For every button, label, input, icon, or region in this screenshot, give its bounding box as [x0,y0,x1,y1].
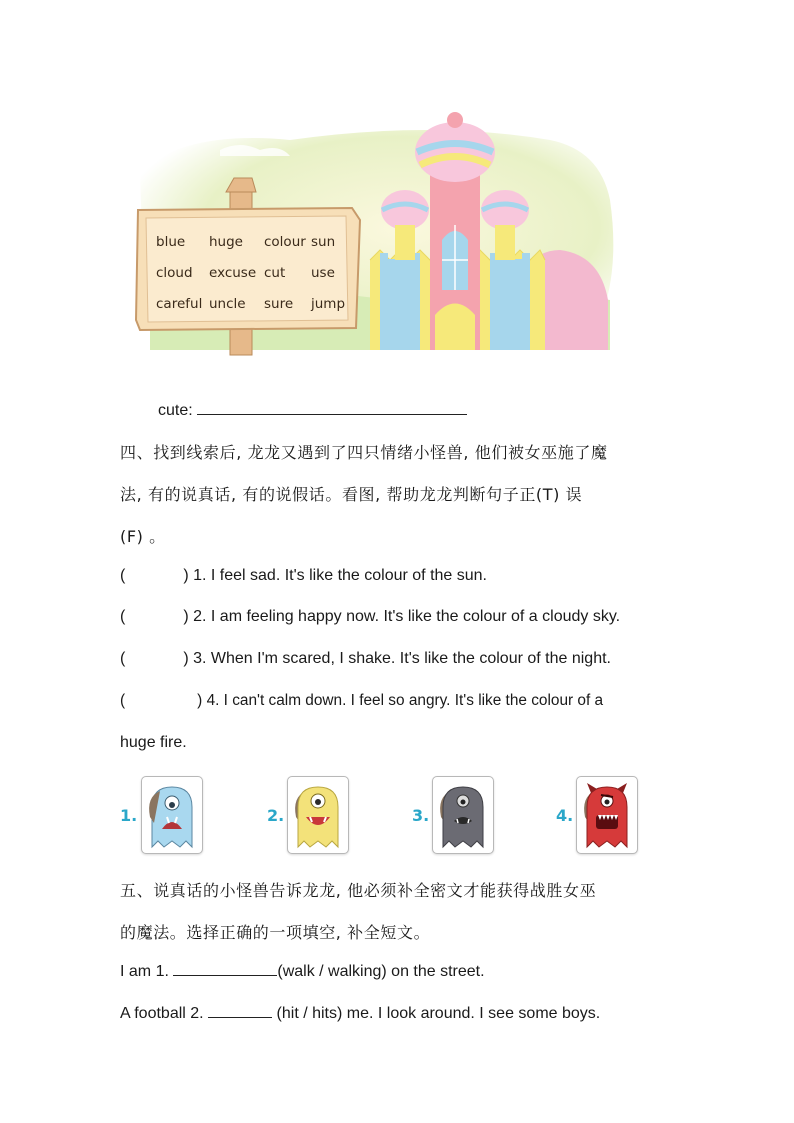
tf-item-4-cont: huge fire. [120,734,187,751]
paren-close: ) [183,608,189,625]
section5-instruction: 五、说真话的小怪兽告诉龙龙, 他必须补全密文才能获得战胜女巫 [120,881,597,900]
board-word: sun [311,234,336,250]
board-word: careful [156,296,203,312]
cute-blank[interactable] [197,400,467,415]
tf-item-4 [120,691,603,711]
board-word: cloud [156,265,193,281]
monster-card-blue [141,776,203,854]
fill-blank-1[interactable] [173,961,277,976]
item-text: 1. I feel sad. It's like the colour of the sun. [193,567,487,584]
tf-item-3 [120,649,611,669]
fill-prefix: A football 2. [120,1005,204,1022]
paren-open: ( [120,650,126,667]
monster-card-yellow [287,776,349,854]
fill-line-2 [120,1003,600,1024]
board-word: excuse [209,265,257,281]
cute-label: cute: [158,402,193,419]
castle-illustration [130,110,620,360]
paren-open: ( [120,692,126,709]
item-text: 4. I can't calm down. I feel so angry. It's like the colour of a [206,692,604,709]
board-word: uncle [209,296,246,312]
monster-card-grey [432,776,494,854]
item-text: 3. When I'm scared, I shake. It's like the colour of the night. [193,650,611,667]
sad-monster-icon [142,777,202,853]
castle-scene [130,110,620,360]
board-word: blue [156,234,186,250]
paren-close: ) [183,650,189,667]
section4-instruction: 四、找到线索后, 龙龙又遇到了四只情绪小怪兽, 他们被女巫施了魔 [120,443,608,462]
fill-blank-2[interactable] [208,1003,272,1018]
card-number: 2. [267,806,285,825]
tf-item-1 [120,566,487,586]
paren-close: ) [197,692,203,709]
cute-answer-line [158,400,467,421]
fill-suffix: (walk / walking) on the street. [277,963,485,980]
card-number: 4. [556,806,574,825]
section5-instruction: 的魔法。选择正确的一项填空, 补全短文。 [120,923,431,942]
board-word: use [311,265,335,281]
fill-suffix: (hit / hits) me. I look around. I see some boys. [276,1005,601,1022]
paren-open: ( [120,567,126,584]
section4-instruction: (F) 。 [120,527,166,546]
board-word: jump [311,296,346,312]
fill-prefix: I am 1. [120,963,169,980]
board-word: cut [264,265,286,281]
tf-item-2 [120,607,620,627]
fill-line-1 [120,961,485,982]
card-number: 3. [412,806,430,825]
board-word: sure [264,296,294,312]
board-word: huge [209,234,243,250]
monster-card-red [576,776,638,854]
happy-monster-icon [288,777,348,853]
section4-instruction: 法, 有的说真话, 有的说假话。看图, 帮助龙龙判断句子正(T) 误 [120,485,583,504]
item-text: 2. I am feeling happy now. It's like the colour of a cloudy sky. [193,608,621,625]
paren-open: ( [120,608,126,625]
scared-monster-icon [433,777,493,853]
angry-monster-icon [577,777,637,853]
board-word: colour [264,234,306,250]
card-number: 1. [120,806,138,825]
paren-close: ) [183,567,189,584]
